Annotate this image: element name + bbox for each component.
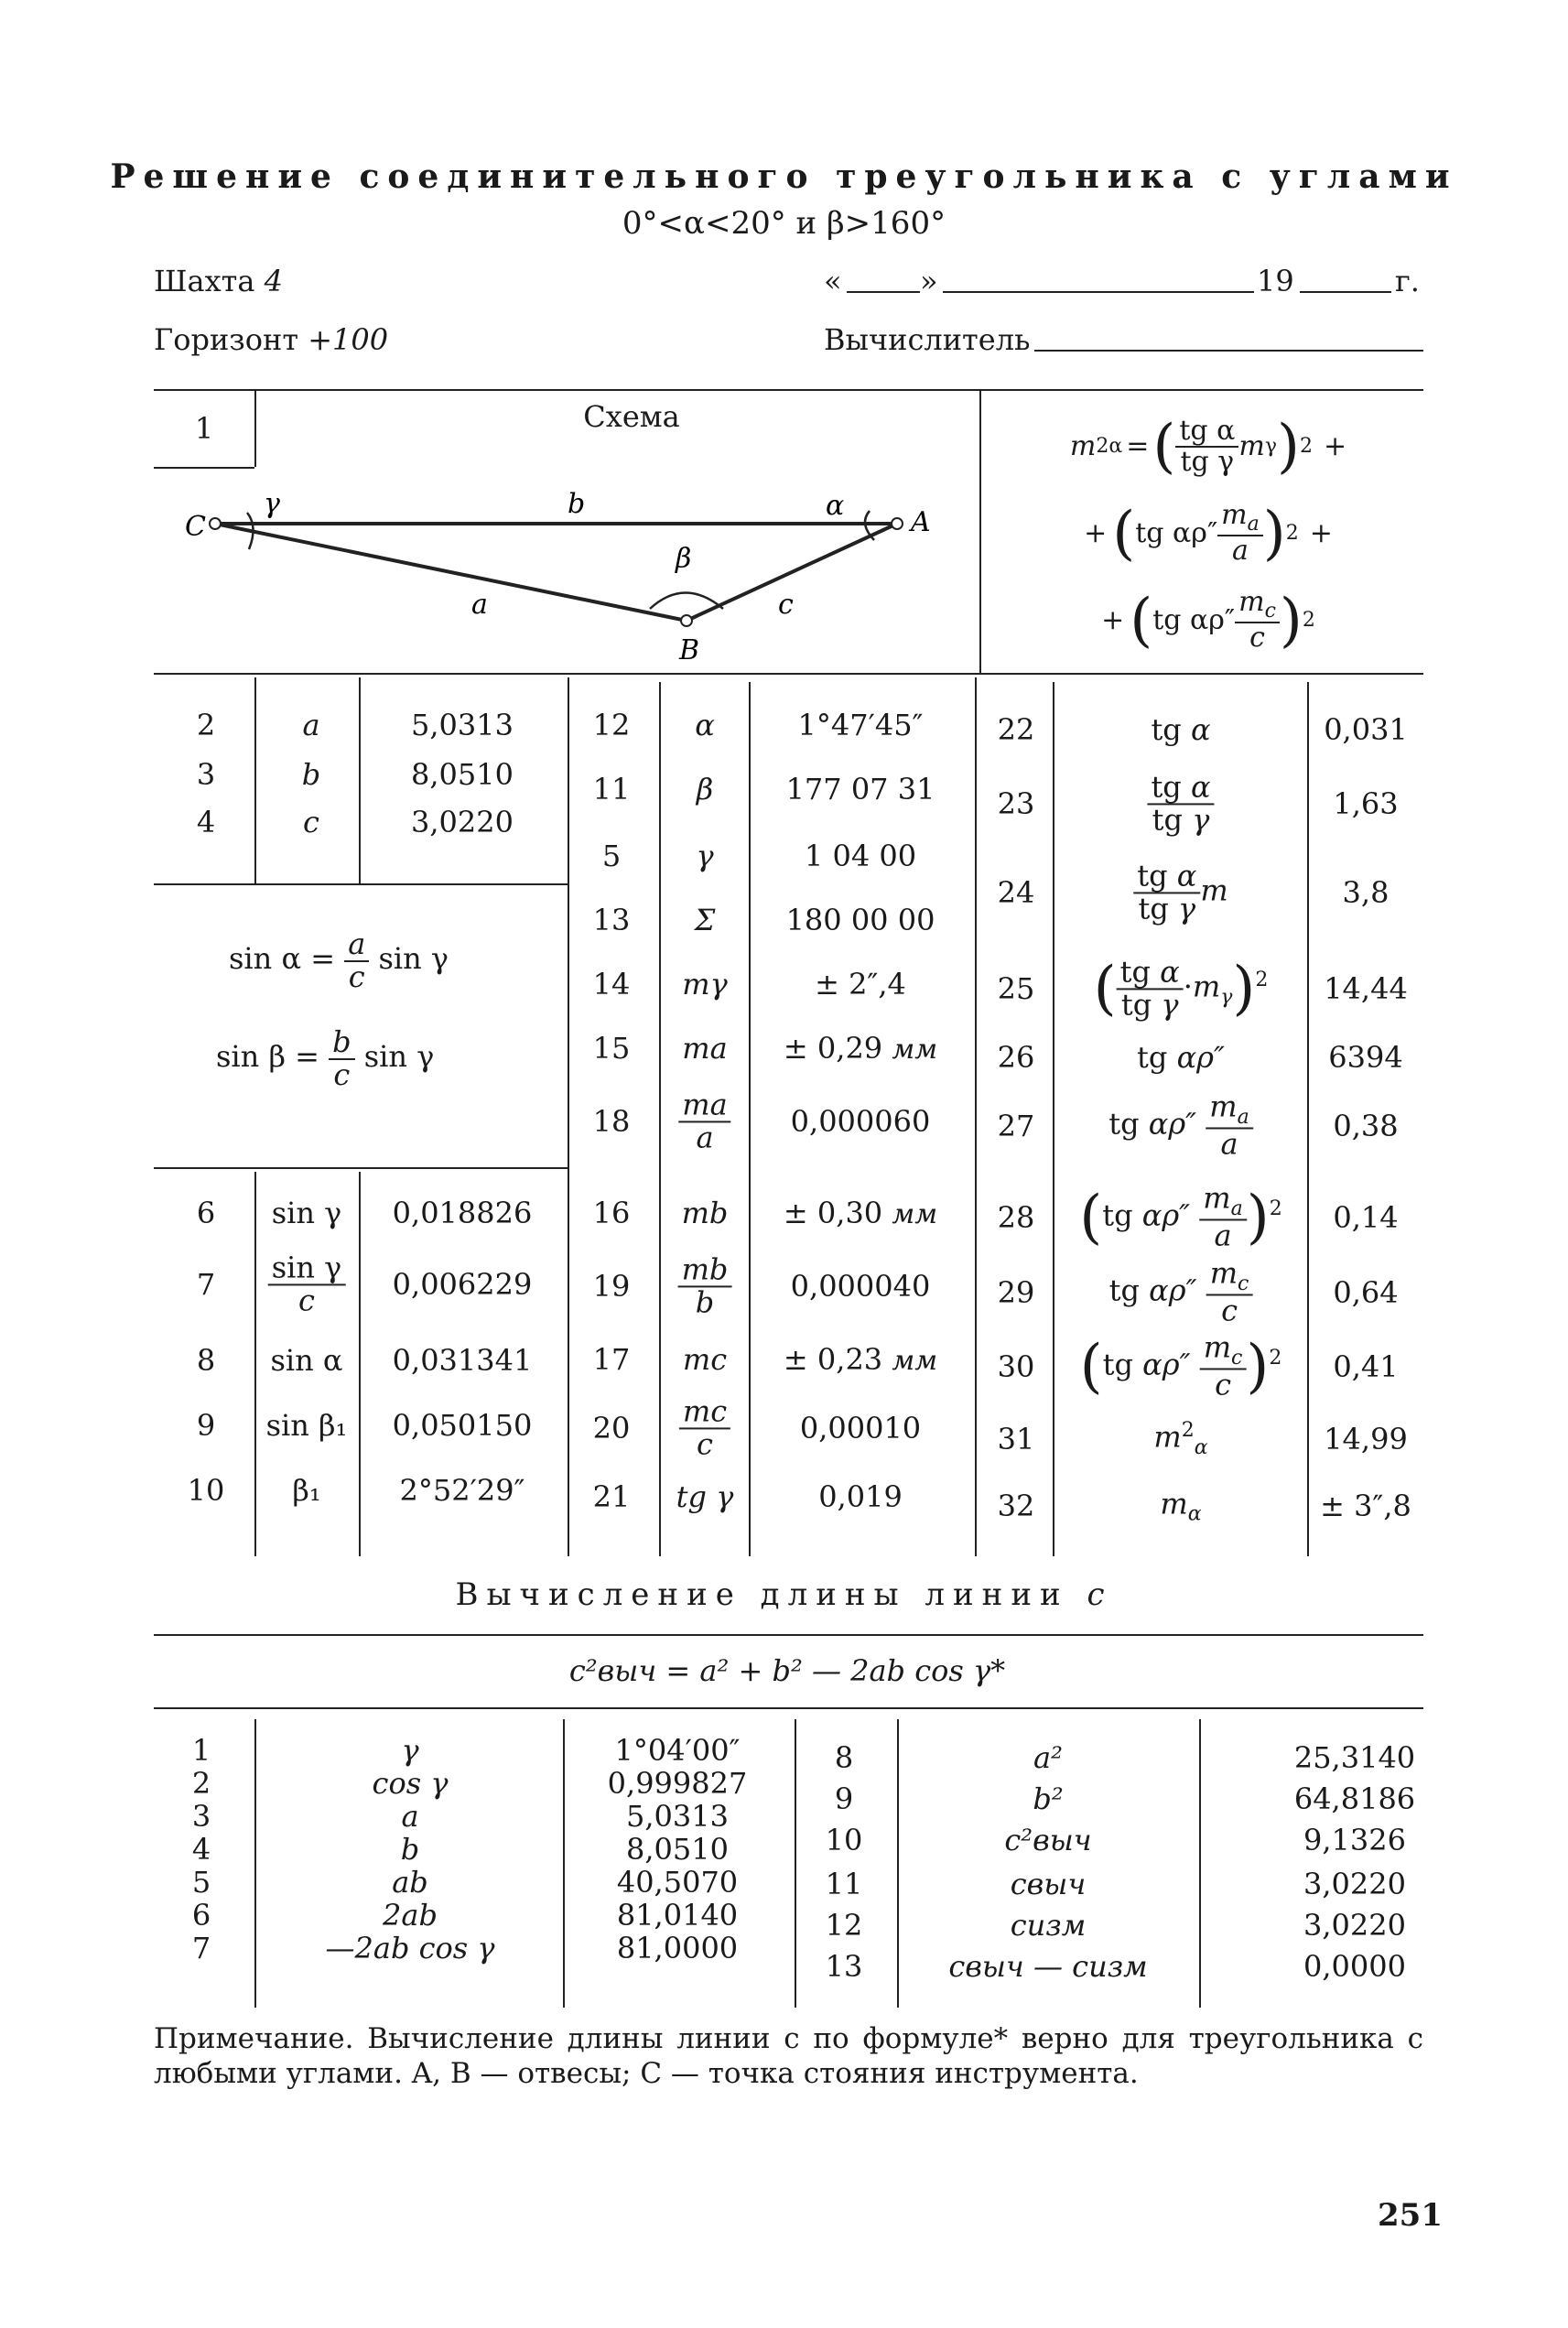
rt-expr-23: $\frac{\text{tg α}}{\text{tg γ}}$ — [1147, 772, 1214, 835]
row-sym: sin β₁ — [265, 1408, 348, 1443]
row-val: 0,019 — [818, 1479, 903, 1514]
row-val: 81,0140 — [616, 1898, 739, 1933]
row-num: 9 — [834, 1781, 854, 1816]
row-num: 5 — [601, 839, 622, 873]
row-num: 8 — [834, 1740, 854, 1775]
row-val: 9,1326 — [1303, 1823, 1406, 1857]
row-num: 27 — [997, 1109, 1035, 1143]
gamma-label: γ — [264, 488, 280, 520]
row-sym: $\frac{\text{sin γ}}{c}$ — [268, 1252, 346, 1316]
rt-expr-22: tg α — [1151, 712, 1211, 747]
point-c-marker — [210, 518, 221, 529]
row-val: 0,031 — [1324, 712, 1408, 747]
horizon-label: Горизонт — [154, 322, 299, 357]
row-num: 15 — [592, 1031, 631, 1066]
side-c-label: c — [778, 589, 794, 621]
row-sym: cвыч — [1010, 1867, 1087, 1901]
row-sym: mc — [682, 1342, 728, 1377]
row-sym: b — [400, 1832, 420, 1867]
row-val: 1°04′00″ — [614, 1733, 741, 1768]
row-val: 8,0510 — [411, 757, 514, 792]
row-sym: b — [301, 757, 321, 792]
row-sym: γ — [696, 839, 714, 873]
point-c-label: C — [185, 511, 206, 543]
sine-alpha-formula: sin α = $\frac{a}{c}$ sin γ — [229, 926, 449, 994]
row-val: 180 00 00 — [785, 903, 935, 937]
row-val: 40,5070 — [616, 1865, 739, 1900]
row-val: 8,0510 — [626, 1832, 729, 1867]
rt-expr-27: tg αρ″ $\frac{m_a}{a}$ — [1108, 1091, 1253, 1160]
row-sym: ab — [392, 1865, 428, 1900]
calculator-label: Вычислитель — [824, 322, 1031, 357]
row-num: 30 — [997, 1349, 1035, 1384]
row-val: 1°47′45″ — [797, 708, 924, 742]
year-label: 19 — [1257, 264, 1294, 298]
row-val: ± 0,23 мм — [783, 1342, 938, 1377]
row-num: 11 — [592, 772, 631, 807]
row-num: 12 — [592, 708, 631, 742]
date-close: » — [920, 264, 938, 298]
row-sym: a — [401, 1799, 419, 1834]
row-val: 6394 — [1328, 1040, 1403, 1075]
note: Примечание. Вычисление длины линии c по формуле* верно для треугольника с любыми углами. A, B — отвесы; C — точка стояния инструмента. — [154, 2022, 1423, 2090]
row-sym: sin α — [270, 1343, 343, 1378]
row-num: 6 — [196, 1196, 216, 1230]
row-sym: mγ — [682, 967, 728, 1002]
row-val: 14,44 — [1324, 971, 1408, 1006]
row-sym: $\frac{mb}{b}$ — [678, 1254, 732, 1317]
row-num: 18 — [592, 1104, 631, 1139]
row-num: 7 — [191, 1931, 211, 1965]
row-val: 0,38 — [1333, 1109, 1399, 1143]
row-val: 177 07 31 — [785, 772, 935, 807]
row-sym: Σ — [694, 903, 716, 937]
beta-arc — [650, 593, 723, 610]
row-val: 3,0220 — [1303, 1867, 1406, 1901]
row-num: 24 — [997, 875, 1035, 910]
row-sym: c²выч — [1004, 1823, 1092, 1857]
row-sym: —2ab cos γ — [325, 1931, 495, 1965]
row-val: 25,3140 — [1293, 1740, 1416, 1775]
date-open: « — [824, 264, 842, 298]
row-num: 7 — [196, 1267, 216, 1302]
row-num: 8 — [196, 1343, 216, 1378]
row-val: ± 2″,4 — [815, 967, 906, 1002]
row-num: 10 — [187, 1473, 225, 1508]
row-sym: cos γ — [372, 1766, 449, 1801]
rt-expr-32: $m_\alpha$ — [1160, 1486, 1202, 1526]
scheme-number: 1 — [194, 411, 214, 446]
row-num: 13 — [825, 1949, 863, 1984]
side-a-label: a — [471, 589, 488, 621]
row-sym: tg γ — [676, 1479, 734, 1514]
row-val: 0,018826 — [392, 1196, 533, 1230]
row-num: 4 — [191, 1832, 211, 1867]
row-val: 1,63 — [1333, 786, 1399, 821]
row-num: 28 — [997, 1200, 1035, 1235]
triangle-scheme — [174, 476, 961, 668]
length-section-title: Вычисление длины линии c — [455, 1576, 1113, 1613]
side-b-label: b — [568, 488, 586, 520]
row-val: 0,031341 — [392, 1343, 533, 1378]
row-num: 26 — [997, 1040, 1035, 1075]
row-num: 11 — [825, 1867, 863, 1901]
row-sym: β₁ — [292, 1473, 321, 1508]
row-num: 12 — [825, 1908, 863, 1943]
row-val: 5,0313 — [626, 1799, 729, 1834]
year-suffix: г. — [1395, 264, 1420, 298]
row-num: 32 — [997, 1489, 1035, 1523]
rt-expr-25: ( $\frac{\text{tg α}}{\text{tg γ}}$ $\cdot m_\gamma)^2$ — [1093, 954, 1269, 1023]
row-val: 3,0220 — [1303, 1908, 1406, 1943]
row-val: 0,41 — [1333, 1349, 1399, 1384]
row-num: 16 — [592, 1196, 631, 1230]
row-sym: a — [302, 708, 320, 742]
row-sym: a² — [1033, 1740, 1063, 1775]
row-sym: sin γ — [271, 1196, 342, 1230]
rt-expr-28: (tg αρ″ $\frac{m_a}{a}$ )$^2$ — [1079, 1180, 1282, 1253]
row-num: 4 — [196, 805, 216, 839]
page-number: 251 — [1378, 2197, 1443, 2234]
row-val: 2°52′29″ — [399, 1473, 525, 1508]
row-val: 0,14 — [1333, 1200, 1399, 1235]
row-num: 6 — [191, 1898, 211, 1933]
row-sym: $\frac{mc}{c}$ — [679, 1396, 730, 1459]
shaft-label: Шахта — [154, 264, 255, 298]
row-num: 3 — [196, 757, 216, 792]
shaft-field — [154, 264, 283, 298]
row-sym: β — [696, 772, 714, 807]
row-val: 3,8 — [1342, 875, 1390, 910]
row-num: 2 — [191, 1766, 211, 1801]
row-val: 14,99 — [1324, 1422, 1408, 1456]
row-num: 2 — [196, 708, 216, 742]
beta-label: β — [676, 543, 692, 575]
point-a-label: A — [911, 506, 931, 538]
row-sym: cизм — [1010, 1908, 1087, 1943]
row-num: 29 — [997, 1275, 1035, 1310]
row-num: 5 — [191, 1865, 211, 1900]
row-num: 31 — [997, 1422, 1035, 1456]
rt-expr-26: tg αρ″ — [1137, 1040, 1225, 1075]
rt-expr-24: $\frac{\text{tg α}}{\text{tg γ}}$ m — [1133, 861, 1227, 924]
row-sym: b² — [1033, 1781, 1064, 1816]
row-num: 22 — [997, 712, 1035, 747]
row-sym: 2ab — [383, 1898, 438, 1933]
row-num: 13 — [592, 903, 631, 937]
page-subtitle: 0°<α<20° и β>160° — [622, 205, 946, 242]
row-num: 3 — [191, 1799, 211, 1834]
row-sym: cвыч — cизм — [948, 1949, 1148, 1984]
row-val: 0,006229 — [392, 1267, 533, 1302]
side-a-line — [215, 524, 687, 621]
error-formula: m 2 α = ( $\frac{\text{tg α}}{\text{tg γ}}$ m γ ) 2 + + ( tg αρ″ $\frac{m_a}{a}$ ) 2 + + ( tg αρ″ $\frac{m_c}{c}$ ) 2 — [1069, 412, 1347, 655]
row-num: 17 — [592, 1342, 631, 1377]
length-formula: c²выч = a² + b² — 2ab cos γ* — [568, 1653, 1006, 1688]
row-sym: ma — [682, 1031, 728, 1066]
shaft-value: 4 — [264, 264, 283, 298]
row-val: 81,0000 — [616, 1931, 739, 1965]
page-title: Решение соединительного треугольника с углами — [110, 157, 1458, 196]
row-sym: α — [695, 708, 715, 742]
row-val: ± 0,30 мм — [783, 1196, 938, 1230]
point-b-marker — [681, 615, 692, 626]
row-val: 0,0000 — [1303, 1949, 1406, 1984]
row-sym: $\frac{ma}{a}$ — [678, 1089, 730, 1153]
horizon-field — [154, 322, 388, 357]
row-sym: mb — [681, 1196, 729, 1230]
row-val: ± 0,29 мм — [783, 1031, 938, 1066]
row-val: 1 04 00 — [804, 839, 917, 873]
row-num: 19 — [592, 1269, 631, 1304]
rt-expr-30: (tg αρ″ $\frac{m_c}{c}$ )$^2$ — [1079, 1329, 1282, 1402]
row-num: 23 — [997, 786, 1035, 821]
rt-expr-31: $m^2_\alpha$ — [1153, 1418, 1208, 1460]
scheme-label: Схема — [583, 399, 680, 434]
row-num: 20 — [592, 1411, 631, 1446]
horizon-value: +100 — [308, 322, 389, 357]
point-b-label: B — [679, 634, 700, 666]
point-a-marker — [892, 518, 903, 529]
row-sym: c — [303, 805, 319, 839]
row-num: 25 — [997, 971, 1035, 1006]
row-val: 0,00010 — [799, 1411, 922, 1446]
sine-beta-formula: sin β = $\frac{b}{c}$ sin γ — [216, 1024, 435, 1092]
row-val: 64,8186 — [1293, 1781, 1416, 1816]
row-num: 21 — [592, 1479, 631, 1514]
row-val: 0,64 — [1333, 1275, 1399, 1310]
row-num: 9 — [196, 1408, 216, 1443]
row-val: 0,999827 — [607, 1766, 748, 1801]
row-num: 1 — [191, 1733, 211, 1768]
row-val: ± 3″,8 — [1320, 1489, 1411, 1523]
row-val: 3,0220 — [411, 805, 514, 839]
row-val: 0,000060 — [790, 1104, 931, 1139]
rt-expr-29: tg αρ″ $\frac{m_c}{c}$ — [1109, 1258, 1253, 1326]
alpha-label: α — [826, 490, 845, 522]
row-val: 5,0313 — [411, 708, 514, 742]
row-sym: γ — [401, 1733, 419, 1768]
row-val: 0,050150 — [392, 1408, 533, 1443]
row-val: 0,000040 — [790, 1269, 931, 1304]
row-num: 10 — [825, 1823, 863, 1857]
row-num: 14 — [592, 967, 631, 1002]
